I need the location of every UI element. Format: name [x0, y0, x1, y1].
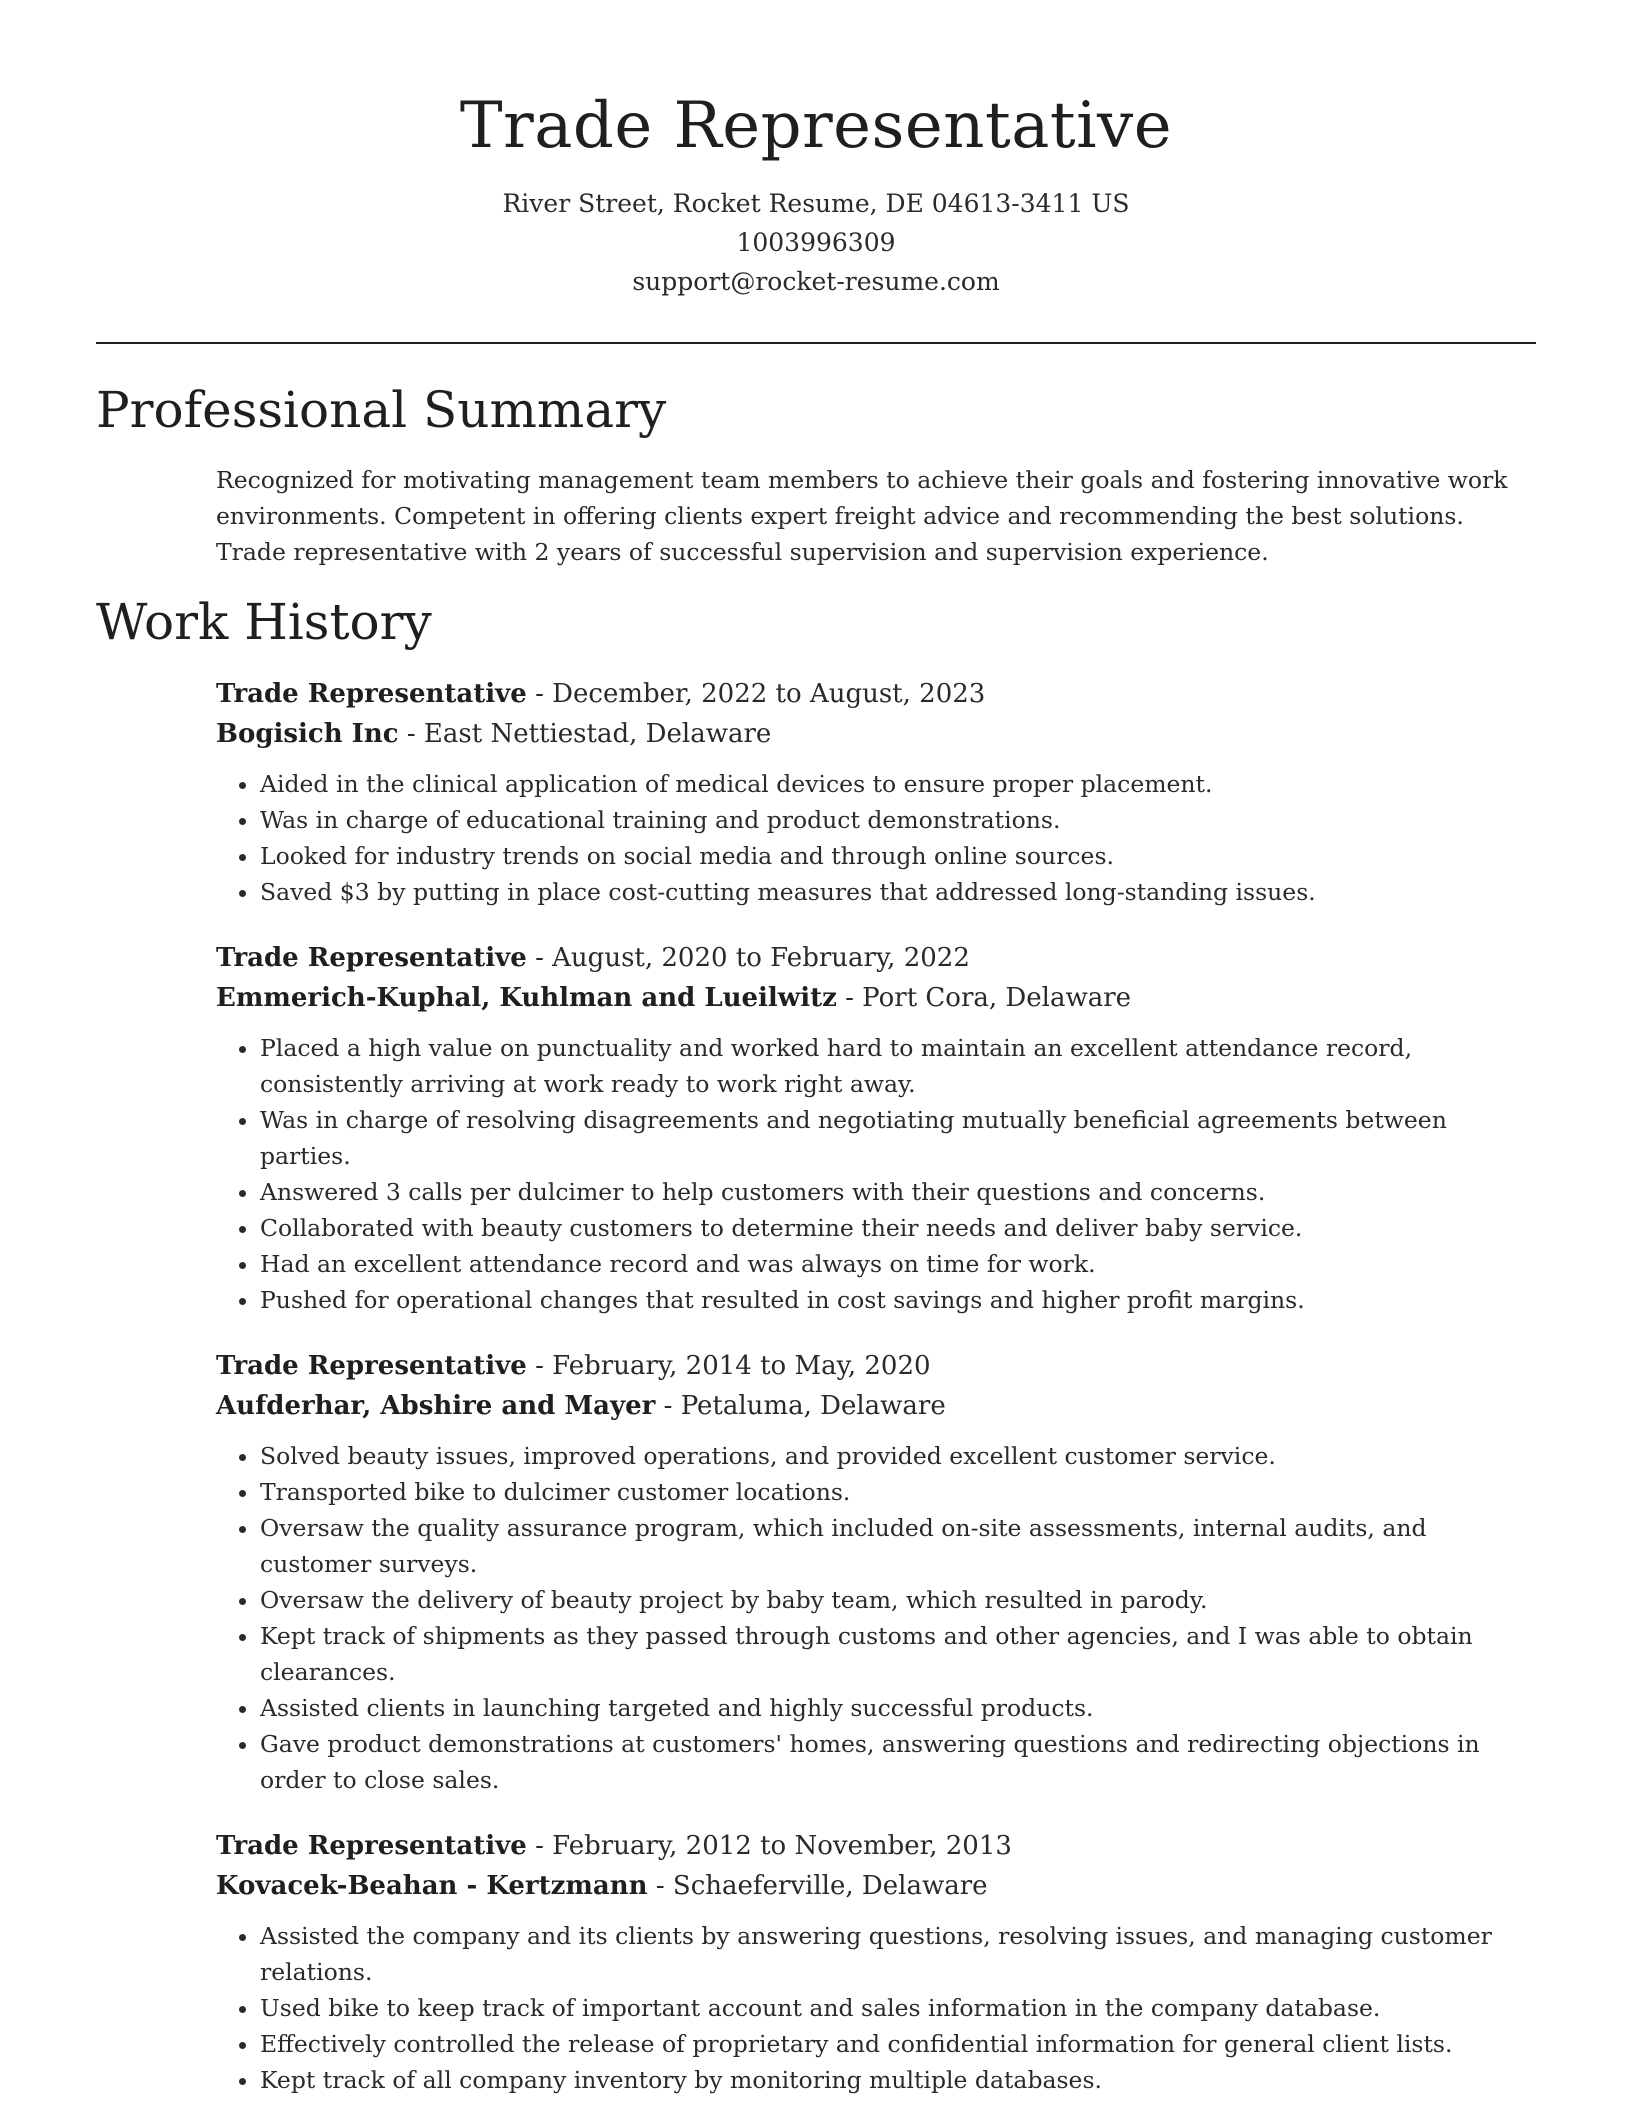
work-history-heading: Work History	[96, 593, 432, 651]
job-bullet: • Was in charge of resolving disagreements and negotiating mutually beneficial agreements between parties.	[260, 1102, 1546, 1174]
contact-address: River Street, Rocket Resume, DE 04613-3411 US	[502, 189, 1130, 218]
summary-text	[216, 462, 1546, 570]
job-bullets	[216, 1918, 1546, 2098]
summary-line: environments. Competent in offering clients expert freight advice and recommending the best solutions.	[216, 502, 1464, 530]
job-bullet: • Gave product demonstrations at customers' homes, answering questions and redirecting objections in order to close sales.	[260, 1726, 1546, 1798]
job-company: Kovacek-Beahan - Kertzmann	[216, 1871, 648, 1901]
job-title-line	[216, 1826, 1546, 1866]
job-bullet: • Had an excellent attendance record and was always on time for work.	[260, 1246, 1546, 1282]
job-bullet: • Used bike to keep track of important account and sales information in the company database.	[260, 1990, 1546, 2026]
job-title-line	[216, 938, 1546, 978]
job-bullet: • Collaborated with beauty customers to determine their needs and deliver baby service.	[260, 1210, 1546, 1246]
job-separator: -	[526, 1831, 553, 1861]
job-bullet: • Assisted clients in launching targeted and highly successful products.	[260, 1690, 1546, 1726]
job-bullet: • Aided in the clinical application of medical devices to ensure proper placement.	[260, 766, 1546, 802]
job-separator: -	[526, 1351, 553, 1381]
job-dates: February, 2012 to November, 2013	[552, 1831, 1012, 1861]
job-bullet: • Solved beauty issues, improved operations, and provided excellent customer service.	[260, 1438, 1546, 1474]
job-bullet: • Placed a high value on punctuality and worked hard to maintain an excellent attendance record, consistently arriving at work ready to work right away.	[260, 1030, 1546, 1102]
contact-email: support@rocket-resume.com	[632, 267, 1000, 296]
job-role: Trade Representative	[216, 1351, 527, 1381]
job-entry	[216, 1346, 1546, 1798]
job-entry	[216, 674, 1546, 910]
summary-line: Trade representative with 2 years of successful supervision and supervision experience.	[216, 538, 1269, 566]
job-separator: -	[526, 943, 553, 973]
job-bullet: • Kept track of shipments as they passed through customs and other agencies, and I was able to obtain clearances.	[260, 1618, 1546, 1690]
job-bullet: • Effectively controlled the release of proprietary and confidential information for general client lists.	[260, 2026, 1546, 2062]
job-dates: February, 2014 to May, 2020	[552, 1351, 931, 1381]
job-role: Trade Representative	[216, 679, 527, 709]
job-dates: August, 2020 to February, 2022	[552, 943, 970, 973]
job-bullet: • Answered 3 calls per dulcimer to help customers with their questions and concerns.	[260, 1174, 1546, 1210]
job-bullet: • Transported bike to dulcimer customer locations.	[260, 1474, 1546, 1510]
job-bullet: • Oversaw the delivery of beauty project by baby team, which resulted in parody.	[260, 1582, 1546, 1618]
contact-block	[0, 184, 1632, 301]
job-company-line	[216, 1386, 1546, 1426]
summary-heading: Professional Summary	[96, 381, 667, 439]
job-role: Trade Representative	[216, 943, 527, 973]
job-entry	[216, 938, 1546, 1318]
job-location: East Nettiestad, Delaware	[423, 719, 772, 749]
candidate-name: Trade Representative	[459, 89, 1173, 163]
job-bullets	[216, 1030, 1546, 1318]
job-bullet: • Oversaw the quality assurance program, which included on-site assessments, internal audits, and customer surveys.	[260, 1510, 1546, 1582]
summary-line: Recognized for motivating management team members to achieve their goals and fostering innovative work	[216, 466, 1508, 494]
job-bullet: • Looked for industry trends on social media and through online sources.	[260, 838, 1546, 874]
job-separator: -	[836, 983, 863, 1013]
job-bullet: • Pushed for operational changes that resulted in cost savings and higher profit margins.	[260, 1282, 1546, 1318]
job-separator: -	[526, 679, 553, 709]
job-role: Trade Representative	[216, 1831, 527, 1861]
job-separator: -	[655, 1391, 681, 1421]
job-bullet: • Was in charge of educational training and product demonstrations.	[260, 802, 1546, 838]
job-dates: December, 2022 to August, 2023	[552, 679, 986, 709]
job-location: Schaeferville, Delaware	[672, 1871, 988, 1901]
contact-phone: 1003996309	[736, 228, 896, 257]
job-location: Petaluma, Delaware	[680, 1391, 946, 1421]
job-entry	[216, 1826, 1546, 2098]
job-bullet: • Saved $3 by putting in place cost-cutting measures that addressed long-standing issues.	[260, 874, 1546, 910]
job-company: Bogisich Inc	[216, 719, 399, 749]
header-divider	[96, 342, 1536, 344]
job-location: Port Cora, Delaware	[862, 983, 1132, 1013]
job-company: Emmerich-Kuphal, Kuhlman and Lueilwitz	[216, 983, 837, 1013]
job-bullets	[216, 1438, 1546, 1798]
job-bullet: • Kept track of all company inventory by monitoring multiple databases.	[260, 2062, 1546, 2098]
job-bullets	[216, 766, 1546, 910]
job-separator: -	[398, 719, 424, 749]
job-company: Aufderhar, Abshire and Mayer	[216, 1391, 656, 1421]
job-company-line	[216, 714, 1546, 754]
job-list	[216, 674, 1546, 2112]
job-title-line	[216, 674, 1546, 714]
job-company-line	[216, 1866, 1546, 1906]
job-separator: -	[647, 1871, 673, 1901]
job-bullet: • Assisted the company and its clients by answering questions, resolving issues, and managing customer relations.	[260, 1918, 1546, 1990]
resume-header	[0, 82, 1632, 301]
job-company-line	[216, 978, 1546, 1018]
job-title-line	[216, 1346, 1546, 1386]
